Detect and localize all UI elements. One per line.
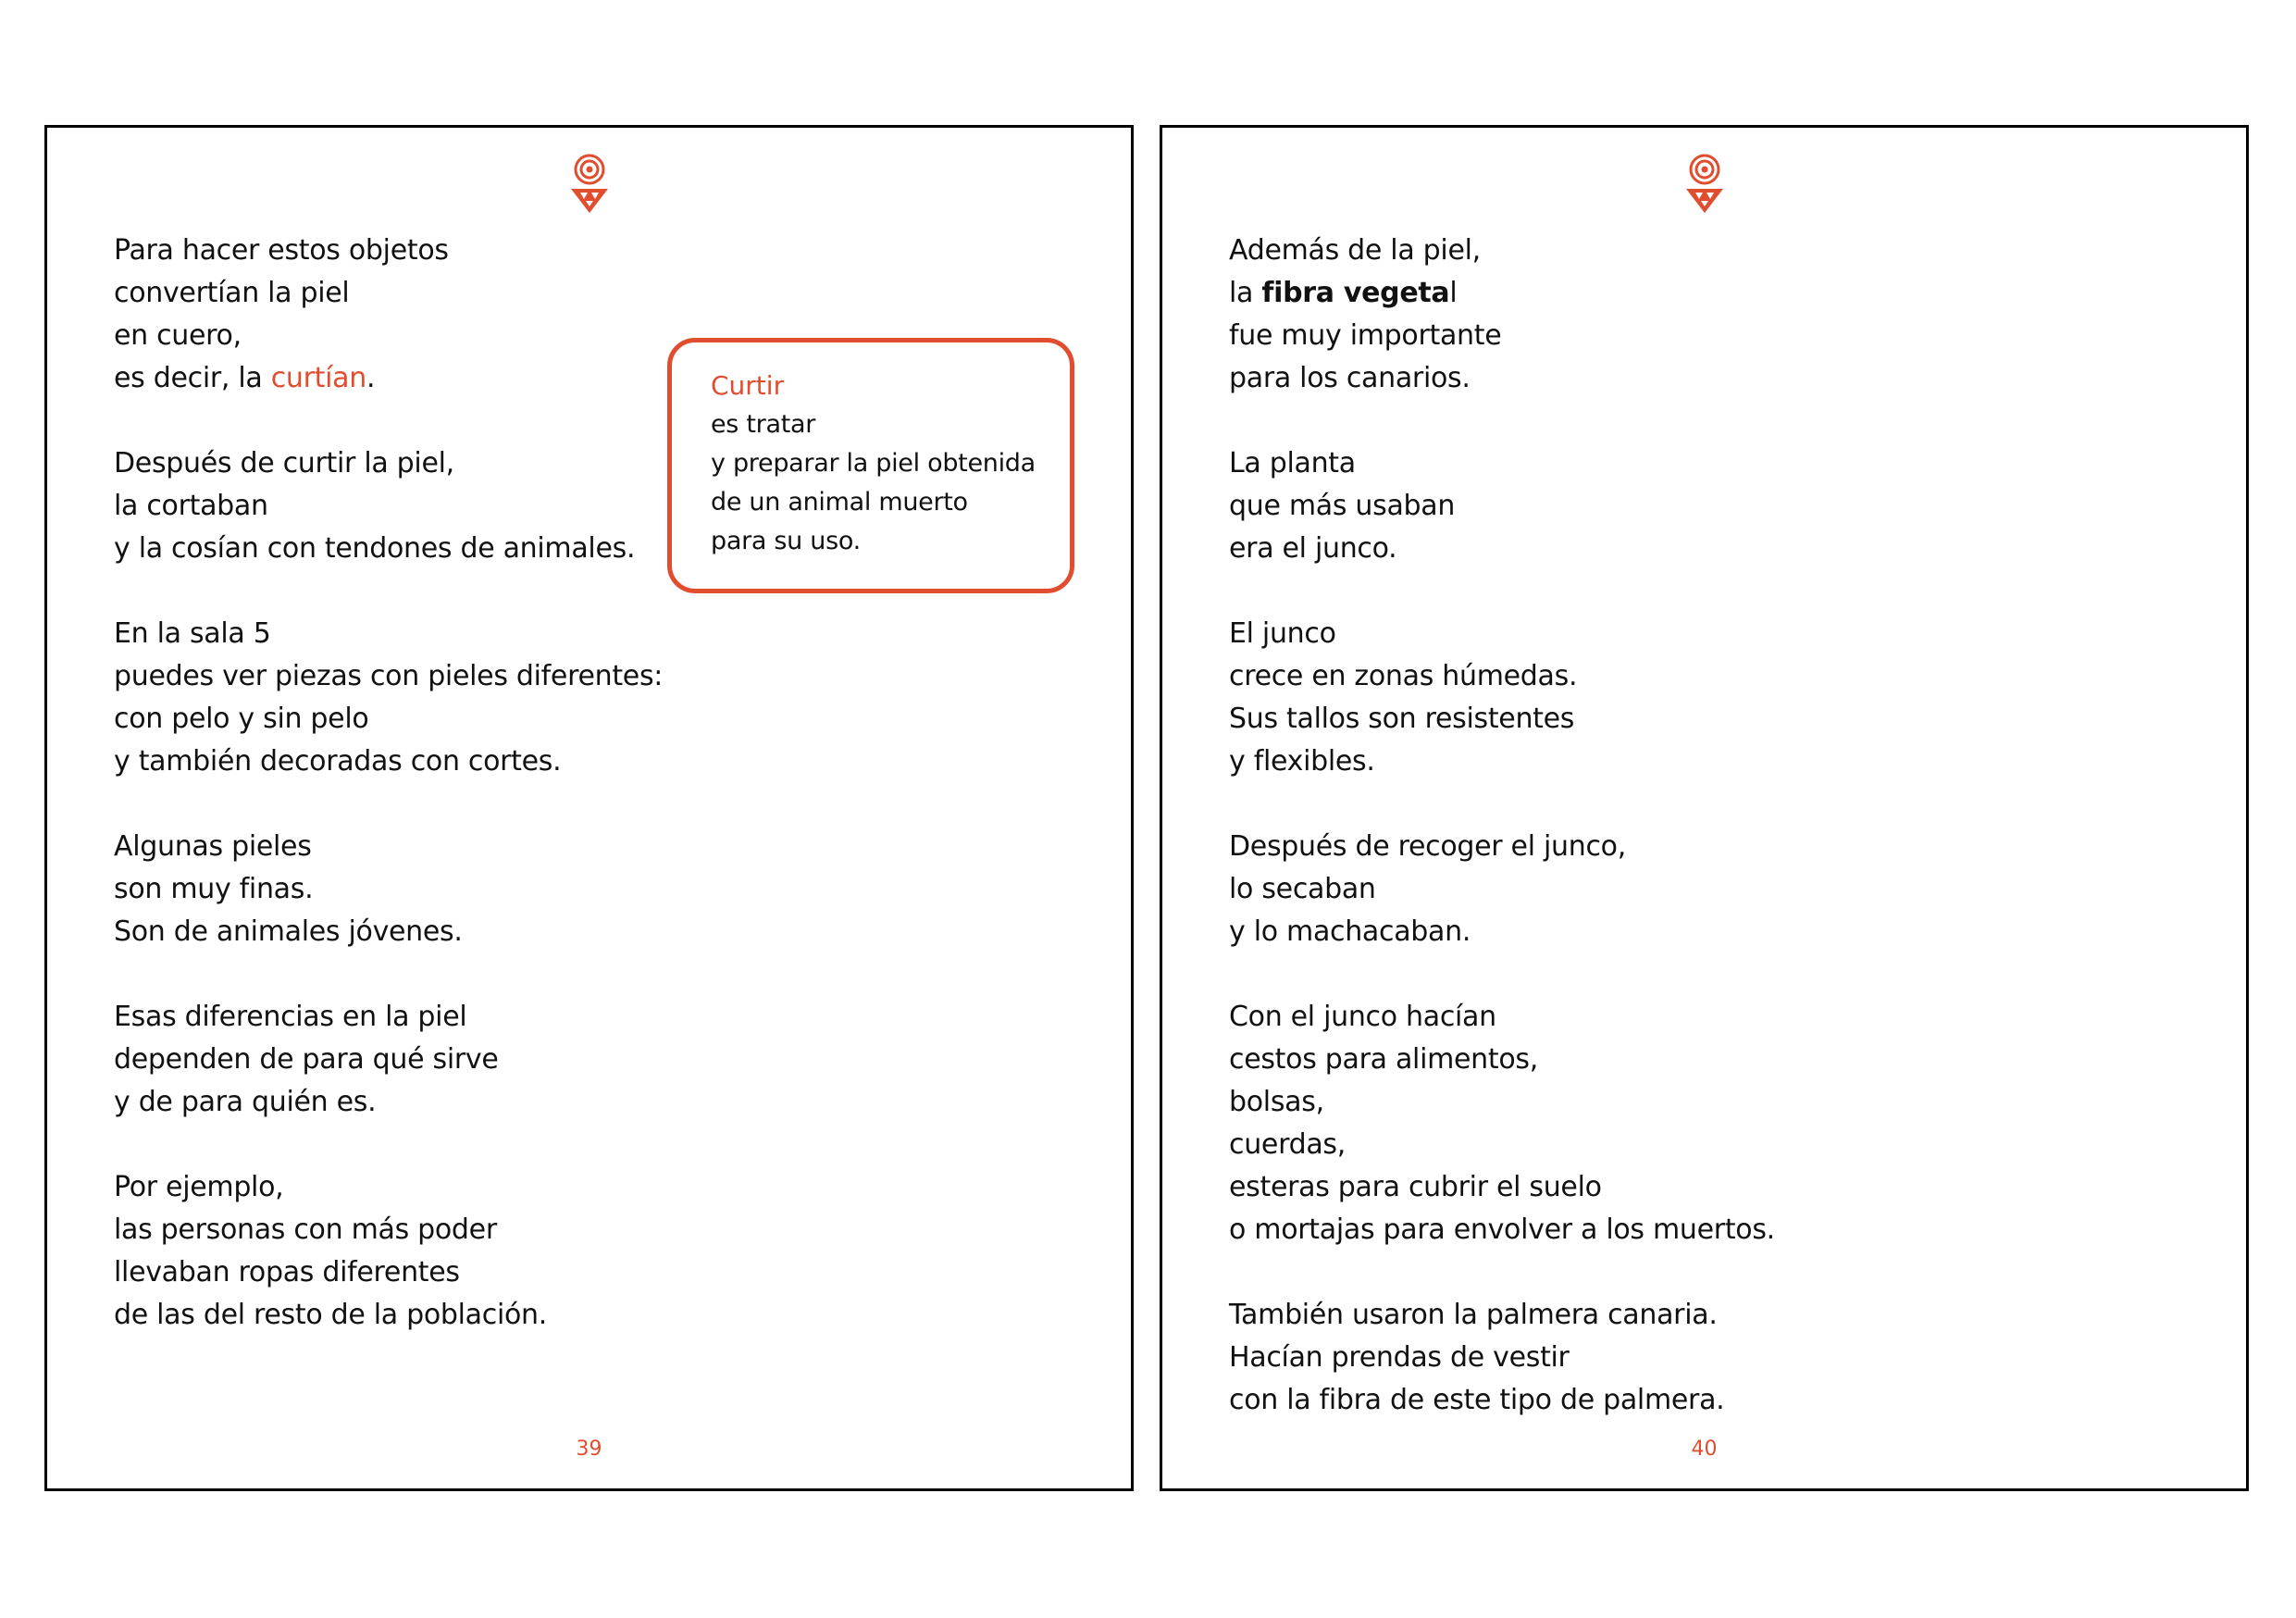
page-left: [44, 125, 1134, 1491]
text-line: las personas con más poder: [114, 1214, 497, 1246]
text-line: llevaban ropas diferentes: [114, 1256, 460, 1288]
highlighted-term-curtian: curtían: [270, 362, 366, 394]
text-line: para los canarios.: [1229, 362, 1471, 394]
text-line: de las del resto de la población.: [114, 1299, 547, 1331]
text-line: que más usaban: [1229, 490, 1456, 522]
text-line: El junco: [1229, 617, 1336, 650]
paragraph: [1229, 230, 1803, 400]
text-line: y también decoradas con cortes.: [114, 745, 562, 778]
text-line: cestos para alimentos,: [1229, 1043, 1538, 1076]
text-line: En la sala 5: [114, 617, 271, 650]
paragraph: [114, 826, 688, 953]
text-line: Hacían prendas de vestir: [1229, 1341, 1570, 1374]
text-line: Después de recoger el junco,: [1229, 830, 1626, 863]
definition-box-curtir: [667, 338, 1074, 593]
text-line: La planta: [1229, 447, 1356, 479]
paragraph: [114, 1166, 688, 1337]
text-line: y flexibles.: [1229, 745, 1375, 778]
text-line: o mortajas para envolver a los muertos.: [1229, 1214, 1775, 1246]
text-line: Son de animales jóvenes.: [114, 915, 463, 948]
text-line: Por ejemplo,: [114, 1171, 284, 1203]
text-line: y la cosían con tendones de animales.: [114, 532, 636, 565]
definition-line: y preparar la piel obtenida: [711, 449, 1036, 478]
page-number: 40: [1691, 1438, 1718, 1461]
text-line: convertían la piel: [114, 277, 350, 309]
text-line: lo secaban: [1229, 873, 1376, 905]
text-line: en cuero,: [114, 319, 242, 352]
text-line: con pelo y sin pelo: [114, 703, 369, 735]
bold-term-fibra-vegetal: fibra vegeta: [1261, 277, 1450, 309]
text-line: la cortaban: [114, 490, 268, 522]
paragraph: [114, 613, 688, 783]
text-line: Sus tallos son resistentes: [1229, 703, 1575, 735]
right-body-text: [1229, 230, 1803, 1464]
definition-line: para su uso.: [711, 527, 861, 555]
text-line: con la fibra de este tipo de palmera.: [1229, 1384, 1725, 1416]
text-line: Además de la piel,: [1229, 234, 1481, 267]
text-line: son muy finas.: [114, 873, 314, 905]
text-line: esteras para cubrir el suelo: [1229, 1171, 1602, 1203]
paragraph: [1229, 613, 1803, 783]
text-line: [114, 357, 688, 400]
paragraph: [114, 230, 688, 400]
text-line: era el junco.: [1229, 532, 1397, 565]
text-line: dependen de para qué sirve: [114, 1043, 499, 1076]
text-line: Después de curtir la piel,: [114, 447, 454, 479]
text-line: También usaron la palmera canaria.: [1229, 1299, 1718, 1331]
paragraph: [1229, 826, 1803, 953]
definition-line: es tratar: [711, 410, 816, 439]
page-right: [1160, 125, 2249, 1491]
paragraph: [114, 996, 688, 1124]
definition-term: Curtir: [711, 370, 785, 401]
paragraph: [114, 442, 688, 570]
text-line: Para hacer estos objetos: [114, 234, 449, 267]
text-line: fue muy importante: [1229, 319, 1502, 352]
text-line: puedes ver piezas con pieles diferentes:: [114, 660, 664, 692]
page-number: 39: [576, 1438, 602, 1461]
left-body-text: [114, 230, 688, 1379]
paragraph: [1229, 442, 1803, 570]
paragraph: [1229, 996, 1803, 1251]
text-line: Algunas pieles: [114, 830, 312, 863]
text-line: bolsas,: [1229, 1086, 1324, 1118]
definition-line: de un animal muerto: [711, 488, 968, 517]
text-line: [1229, 272, 1803, 315]
text-line: cuerdas,: [1229, 1128, 1346, 1161]
text-segment: l: [1449, 277, 1458, 309]
text-line: y de para quién es.: [114, 1086, 377, 1118]
text-line: crece en zonas húmedas.: [1229, 660, 1578, 692]
spiral-logo-icon: [1684, 154, 1725, 215]
text-segment: .: [366, 362, 376, 394]
text-line: Con el junco hacían: [1229, 1001, 1496, 1033]
text-segment: la: [1229, 277, 1262, 309]
text-line: y lo machacaban.: [1229, 915, 1471, 948]
text-line: Esas diferencias en la piel: [114, 1001, 467, 1033]
paragraph: [1229, 1294, 1803, 1422]
spiral-logo-icon: [569, 154, 610, 215]
text-segment: es decir, la: [114, 362, 271, 394]
